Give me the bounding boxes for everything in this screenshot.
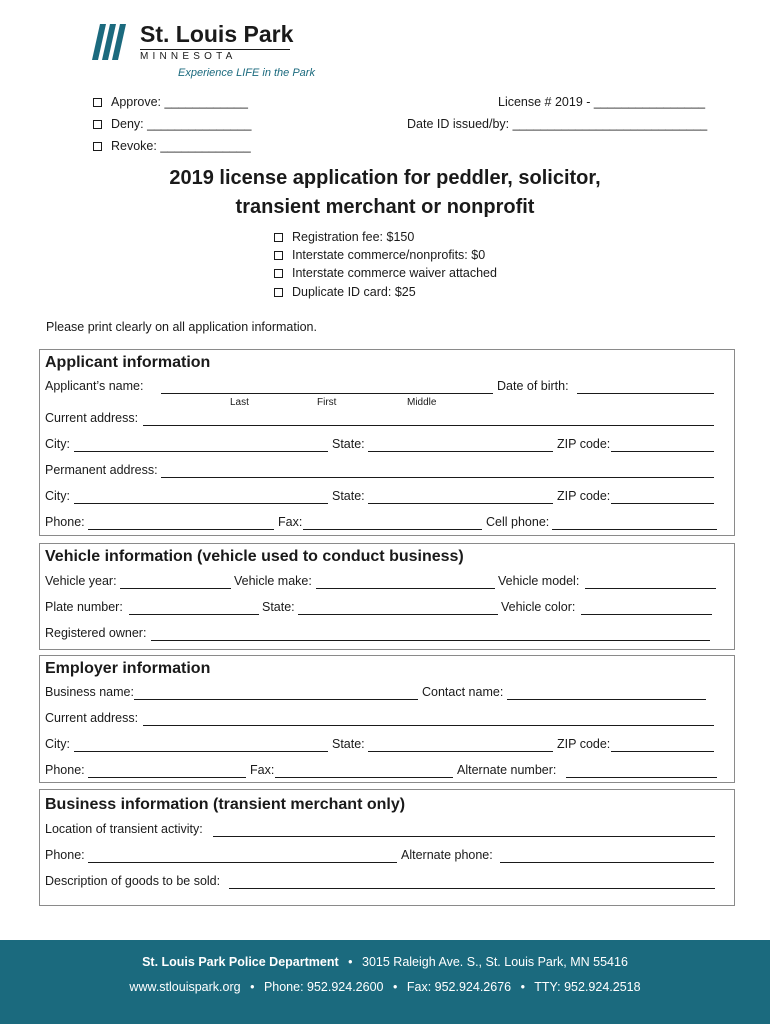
permanent-address-label: Permanent address: xyxy=(45,463,158,477)
employer-zip-label: ZIP code: xyxy=(557,737,611,751)
tagline: Experience LIFE in the Park xyxy=(178,67,315,79)
business-name-input[interactable] xyxy=(134,699,418,700)
employer-zip-input[interactable] xyxy=(611,751,714,752)
plate-input[interactable] xyxy=(129,614,259,615)
goods-description-input[interactable] xyxy=(229,888,715,889)
date-issued-field[interactable]: Date ID issued/by: ____________________________ xyxy=(407,117,708,131)
vehicle-color-label: Vehicle color: xyxy=(501,600,576,614)
alternate-number-input[interactable] xyxy=(566,777,717,778)
applicant-name-input[interactable] xyxy=(161,393,493,394)
applicant-section xyxy=(39,349,735,536)
phone-input[interactable] xyxy=(88,529,274,530)
footer-bullet: • xyxy=(392,980,398,994)
current-address-label: Current address: xyxy=(45,411,139,425)
logo-state: MINNESOTA xyxy=(140,51,237,62)
goods-description-label: Description of goods to be sold: xyxy=(45,874,221,888)
city-label: City: xyxy=(45,437,70,451)
cell-label: Cell phone: xyxy=(486,515,550,529)
dob-label: Date of birth: xyxy=(497,379,569,393)
employer-city-label: City: xyxy=(45,737,70,751)
vehicle-year-input[interactable] xyxy=(120,588,231,589)
zip-input[interactable] xyxy=(611,451,714,452)
footer-line2 xyxy=(0,980,770,994)
footer-bullet: • xyxy=(250,980,255,994)
vehicle-state-input[interactable] xyxy=(298,614,498,615)
current-address-input[interactable] xyxy=(143,425,714,426)
page-title-line1: 2019 license application for peddler, solicitor, xyxy=(169,167,601,189)
fee-duplicate-checkbox[interactable] xyxy=(274,288,283,297)
employer-state-label: State: xyxy=(332,737,365,751)
zip-label: ZIP code: xyxy=(557,437,611,451)
vehicle-make-input[interactable] xyxy=(316,588,495,589)
employer-address-label: Current address: xyxy=(45,711,139,725)
license-number-field[interactable]: License # 2019 - ________________ xyxy=(498,95,706,109)
registered-owner-label: Registered owner: xyxy=(45,626,147,640)
footer-phone: Phone: 952.924.2600 xyxy=(263,980,384,994)
fax-label: Fax: xyxy=(278,515,303,529)
vehicle-state-label: State: xyxy=(262,600,295,614)
permanent-address-input[interactable] xyxy=(161,477,714,478)
fee-interstate-checkbox[interactable] xyxy=(274,251,283,260)
footer-tty: TTY: 952.924.2518 xyxy=(534,980,641,994)
revoke-label: Revoke: _____________ xyxy=(111,139,251,153)
footer-bullet: • xyxy=(520,980,525,994)
employer-phone-label: Phone: xyxy=(45,763,85,777)
transient-location-label: Location of transient activity: xyxy=(45,822,203,836)
deny-checkbox[interactable] xyxy=(93,120,102,129)
footer-website[interactable]: www.stlouispark.org xyxy=(129,980,241,994)
contact-name-input[interactable] xyxy=(507,699,706,700)
name-last-hint: Last xyxy=(230,397,249,408)
footer-address: 3015 Raleigh Ave. S., St. Louis Park, MN 55416 xyxy=(362,955,628,969)
vehicle-color-input[interactable] xyxy=(581,614,712,615)
applicant-section-title: Applicant information xyxy=(45,354,211,371)
applicant-name-label: Applicant’s name: xyxy=(45,379,144,393)
plate-label: Plate number: xyxy=(45,600,123,614)
vehicle-model-label: Vehicle model: xyxy=(498,574,580,588)
city-input[interactable] xyxy=(74,451,328,452)
footer-bullet: • xyxy=(348,955,353,969)
employer-section-title: Employer information xyxy=(45,660,211,677)
approve-checkbox[interactable] xyxy=(93,98,102,107)
vehicle-section-title: Vehicle information (vehicle used to conduct business) xyxy=(45,548,464,565)
employer-fax-label: Fax: xyxy=(250,763,275,777)
footer-line1 xyxy=(0,955,770,969)
fee-duplicate-label: Duplicate ID card: $25 xyxy=(292,285,416,299)
fee-waiver-label: Interstate commerce waiver attached xyxy=(292,266,497,280)
zip2-input[interactable] xyxy=(611,503,714,504)
phone-label: Phone: xyxy=(45,515,85,529)
vehicle-model-input[interactable] xyxy=(585,588,716,589)
state-label: State: xyxy=(332,437,365,451)
fee-registration-checkbox[interactable] xyxy=(274,233,283,242)
cell-input[interactable] xyxy=(552,529,717,530)
employer-state-input[interactable] xyxy=(368,751,553,752)
employer-phone-input[interactable] xyxy=(88,777,246,778)
page-title-line2: transient merchant or nonprofit xyxy=(235,196,535,218)
state-input[interactable] xyxy=(368,451,553,452)
alternate-phone-input[interactable] xyxy=(500,862,714,863)
zip2-label: ZIP code: xyxy=(557,489,611,503)
employer-address-input[interactable] xyxy=(143,725,714,726)
employer-city-input[interactable] xyxy=(74,751,328,752)
approve-label: Approve: ____________ xyxy=(111,95,248,109)
registered-owner-input[interactable] xyxy=(151,640,710,641)
revoke-checkbox[interactable] xyxy=(93,142,102,151)
vehicle-make-label: Vehicle make: xyxy=(234,574,312,588)
footer-dept: St. Louis Park Police Department xyxy=(142,955,339,969)
city2-input[interactable] xyxy=(74,503,328,504)
vehicle-year-label: Vehicle year: xyxy=(45,574,117,588)
business-section-title: Business information (transient merchant only) xyxy=(45,796,406,813)
logo xyxy=(92,22,332,84)
deny-label: Deny: _______________ xyxy=(111,117,252,131)
logo-stripes-icon xyxy=(92,24,134,60)
logo-name: St. Louis Park xyxy=(140,21,294,47)
employer-fax-input[interactable] xyxy=(275,777,453,778)
fee-registration-label: Registration fee: $150 xyxy=(292,230,415,244)
dob-input[interactable] xyxy=(577,393,714,394)
business-phone-input[interactable] xyxy=(88,862,397,863)
alternate-number-label: Alternate number: xyxy=(457,763,557,777)
city2-label: City: xyxy=(45,489,70,503)
business-name-label: Business name: xyxy=(45,685,134,699)
fax-input[interactable] xyxy=(303,529,482,530)
state2-label: State: xyxy=(332,489,365,503)
footer-fax: Fax: 952.924.2676 xyxy=(406,980,512,994)
contact-name-label: Contact name: xyxy=(422,685,504,699)
alternate-phone-label: Alternate phone: xyxy=(401,848,493,862)
fee-waiver-checkbox[interactable] xyxy=(274,269,283,278)
name-first-hint: First xyxy=(317,397,337,408)
instruction-text: Please print clearly on all application information. xyxy=(46,320,317,334)
transient-location-input[interactable] xyxy=(213,836,715,837)
fee-interstate-label: Interstate commerce/nonprofits: $0 xyxy=(292,248,486,262)
business-phone-label: Phone: xyxy=(45,848,85,862)
state2-input[interactable] xyxy=(368,503,553,504)
name-middle-hint: Middle xyxy=(407,397,437,408)
